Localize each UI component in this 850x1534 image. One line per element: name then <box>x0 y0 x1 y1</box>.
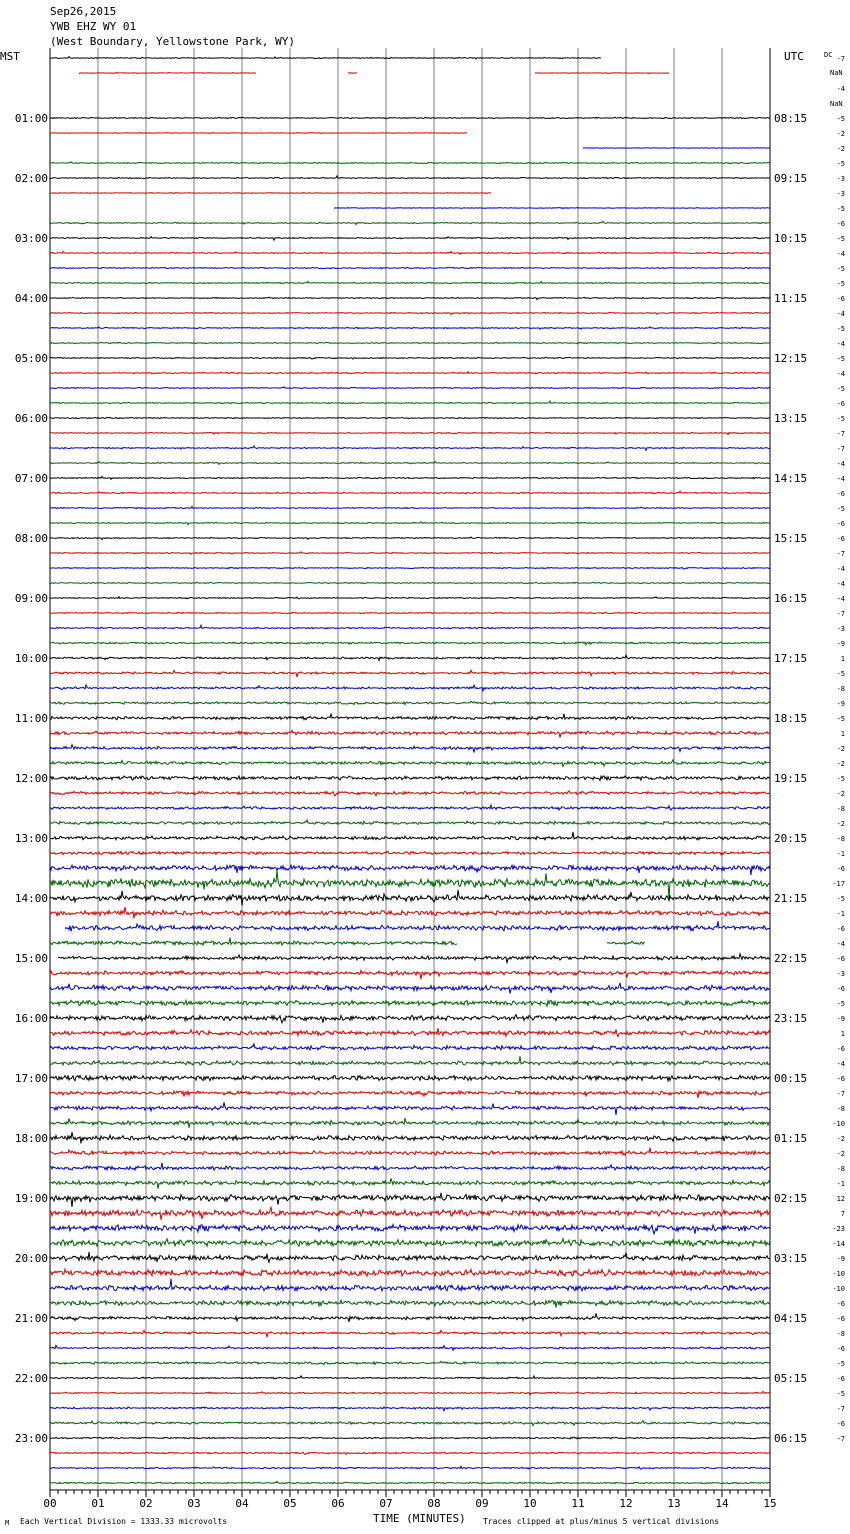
dc-offset-value: -5 <box>836 1360 845 1368</box>
dc-offset-value: -9 <box>836 1015 845 1023</box>
seismic-trace <box>50 417 770 418</box>
seismic-trace <box>50 1000 770 1006</box>
seismic-trace <box>50 1193 770 1207</box>
dc-offset-value: -10 <box>832 1270 845 1278</box>
seismic-trace <box>50 1300 770 1307</box>
right-timezone-label: UTC <box>784 50 804 63</box>
x-tick-label: 12 <box>619 1497 633 1510</box>
mst-hour-label: 05:00 <box>14 352 48 365</box>
station-location: (West Boundary, Yellowstone Park, WY) <box>50 35 296 48</box>
dc-offset-value: -1 <box>836 850 845 858</box>
seismic-trace <box>50 1028 770 1037</box>
seismic-trace <box>50 1102 770 1115</box>
seismic-trace <box>50 714 770 720</box>
seismic-trace <box>50 1015 770 1023</box>
seismic-trace <box>50 612 770 613</box>
utc-hour-label: 12:15 <box>774 352 808 365</box>
seismic-trace <box>50 297 770 300</box>
dc-offset-value: -2 <box>836 1135 845 1143</box>
dc-offset-value: -6 <box>836 400 845 408</box>
seismic-trace <box>50 57 770 59</box>
seismic-trace <box>50 552 770 554</box>
dc-offset-value: -4 <box>836 595 845 603</box>
seismic-trace <box>50 582 770 583</box>
dc-offset-value: -23 <box>832 1225 845 1233</box>
seismic-trace <box>50 1118 770 1128</box>
dc-offset-value: -6 <box>836 985 845 993</box>
seismic-trace <box>50 730 770 737</box>
dc-offset-value: -7 <box>836 1405 845 1413</box>
dc-offset-value: -6 <box>836 925 845 933</box>
seismic-trace <box>50 1091 770 1098</box>
utc-hour-label: 09:15 <box>774 172 808 185</box>
seismic-trace <box>50 1330 770 1337</box>
dc-offset-value: 7 <box>840 1210 845 1218</box>
x-tick-label: 08 <box>427 1497 441 1510</box>
dc-offset-value: -5 <box>836 895 845 903</box>
mst-hour-label: 08:00 <box>14 532 48 545</box>
utc-hour-label: 22:15 <box>774 952 808 965</box>
seismic-trace <box>50 1345 770 1350</box>
mst-hour-label: 01:00 <box>14 112 48 125</box>
seismic-trace <box>50 1207 770 1220</box>
utc-hour-label: 04:15 <box>774 1312 808 1325</box>
x-tick-label: 03 <box>187 1497 201 1510</box>
mst-hour-label: 13:00 <box>14 832 48 845</box>
seismic-trace <box>50 938 770 945</box>
dc-column-header: DC <box>824 51 833 59</box>
mst-hour-label: 14:00 <box>14 892 48 905</box>
dc-offset-value: -1 <box>836 910 845 918</box>
dc-offset-value: -4 <box>836 370 845 378</box>
seismic-trace <box>50 506 770 508</box>
seismic-trace <box>50 491 770 494</box>
seismic-trace <box>50 1252 770 1262</box>
mst-hour-label: 11:00 <box>14 712 48 725</box>
seismic-trace <box>50 1239 770 1247</box>
seismic-trace <box>50 820 770 825</box>
utc-hour-label: 03:15 <box>774 1252 808 1265</box>
x-axis-title: TIME (MINUTES) <box>373 1512 466 1525</box>
nan-offset-label: NaN <box>830 69 843 77</box>
scale-note: Each Vertical Division = 1333.33 microvolts <box>20 1517 228 1526</box>
dc-offset-value: -8 <box>836 1165 845 1173</box>
seismic-trace <box>50 970 770 979</box>
utc-hour-label: 06:15 <box>774 1432 808 1445</box>
mst-hour-label: 22:00 <box>14 1372 48 1385</box>
seismic-trace <box>50 642 770 645</box>
dc-offset-value: -3 <box>836 970 845 978</box>
dc-offset-value: -6 <box>836 1375 845 1383</box>
dc-offset-value: -6 <box>836 295 845 303</box>
seismic-trace <box>50 1056 770 1065</box>
seismic-trace <box>50 162 770 164</box>
mst-hour-label: 03:00 <box>14 232 48 245</box>
seismic-trace <box>50 432 770 434</box>
dc-offset-value: -5 <box>836 1000 845 1008</box>
seismic-trace <box>50 1178 770 1188</box>
x-tick-label: 05 <box>283 1497 297 1510</box>
seismic-trace <box>50 701 770 704</box>
seismic-trace <box>50 1481 770 1483</box>
dc-offset-value: -4 <box>836 85 845 93</box>
seismic-trace <box>50 1279 770 1291</box>
seismic-trace <box>50 1437 770 1439</box>
utc-hour-label: 01:15 <box>774 1132 808 1145</box>
dc-offset-value: -6 <box>836 1315 845 1323</box>
mst-hour-label: 10:00 <box>14 652 48 665</box>
seismic-trace <box>50 760 770 767</box>
seismic-trace <box>50 1421 770 1426</box>
x-tick-label: 15 <box>763 1497 777 1510</box>
x-tick-label: 01 <box>91 1497 105 1510</box>
utc-hour-label: 18:15 <box>774 712 808 725</box>
dc-offset-value: -5 <box>836 775 845 783</box>
dc-offset-value: -4 <box>836 475 845 483</box>
nan-offset-label: NaN <box>830 100 843 108</box>
x-tick-label: 10 <box>523 1497 537 1510</box>
seismic-trace <box>50 312 770 314</box>
seismic-trace <box>50 670 770 677</box>
dc-offset-value: -17 <box>832 880 845 888</box>
dc-offset-value: -4 <box>836 250 845 258</box>
x-tick-label: 14 <box>715 1497 729 1510</box>
dc-offset-value: -2 <box>836 745 845 753</box>
mst-hour-label: 21:00 <box>14 1312 48 1325</box>
dc-offset-value: -5 <box>836 415 845 423</box>
dc-offset-value: -5 <box>836 670 845 678</box>
seismic-trace <box>50 983 770 994</box>
plot-date: Sep26,2015 <box>50 5 117 18</box>
seismic-trace <box>583 148 770 149</box>
x-tick-label: 11 <box>571 1497 585 1510</box>
dc-offset-value: -2 <box>836 1150 845 1158</box>
dc-offset-value: -2 <box>836 130 845 138</box>
seismic-trace <box>50 267 770 269</box>
dc-offset-value: 12 <box>836 1195 845 1203</box>
dc-offset-value: -6 <box>836 1300 845 1308</box>
seismic-trace <box>50 221 770 224</box>
seismic-trace <box>50 851 770 854</box>
dc-offset-value: -8 <box>836 1330 845 1338</box>
x-tick-label: 00 <box>43 1497 57 1510</box>
mst-hour-label: 19:00 <box>14 1192 48 1205</box>
dc-offset-value: -5 <box>836 1390 845 1398</box>
seismic-trace <box>50 745 770 753</box>
seismic-trace <box>50 907 770 918</box>
x-tick-label: 09 <box>475 1497 489 1510</box>
dc-offset-value: -7 <box>836 1435 845 1443</box>
utc-hour-label: 13:15 <box>774 412 808 425</box>
dc-offset-value: -2 <box>836 145 845 153</box>
dc-offset-value: -3 <box>836 625 845 633</box>
dc-offset-value: -7 <box>836 610 845 618</box>
dc-offset-value: -2 <box>836 760 845 768</box>
seismic-trace <box>50 1452 770 1455</box>
dc-offset-value: -4 <box>836 940 845 948</box>
x-tick-label: 04 <box>235 1497 249 1510</box>
mst-hour-label: 23:00 <box>14 1432 48 1445</box>
seismic-trace <box>50 237 770 240</box>
seismic-trace <box>50 1132 770 1143</box>
seismic-trace <box>50 1376 770 1379</box>
dc-offset-value: 1 <box>840 730 845 738</box>
dc-offset-value: -6 <box>836 1075 845 1083</box>
seismic-trace <box>50 193 770 194</box>
seismic-trace <box>50 776 770 780</box>
utc-hour-label: 23:15 <box>774 1012 808 1025</box>
mst-hour-label: 12:00 <box>14 772 48 785</box>
seismic-trace <box>50 597 770 599</box>
dc-offset-value: -10 <box>832 1285 845 1293</box>
dc-offset-value: -6 <box>836 490 845 498</box>
dc-offset-value: -8 <box>836 835 845 843</box>
utc-hour-label: 05:15 <box>774 1372 808 1385</box>
dc-offset-value: -5 <box>836 325 845 333</box>
utc-hour-label: 15:15 <box>774 532 808 545</box>
seismic-trace <box>50 401 770 404</box>
dc-offset-value: -7 <box>836 55 845 63</box>
seismic-trace <box>65 921 770 931</box>
dc-offset-value: -8 <box>836 805 845 813</box>
corner-mark: M <box>5 1519 10 1527</box>
mst-hour-label: 18:00 <box>14 1132 48 1145</box>
seismic-trace <box>50 685 770 691</box>
seismic-trace <box>50 1163 770 1170</box>
seismic-trace <box>50 805 770 810</box>
x-tick-label: 06 <box>331 1497 345 1510</box>
x-tick-label: 02 <box>139 1497 153 1510</box>
dc-offset-value: -6 <box>836 220 845 228</box>
dc-offset-value: -5 <box>836 115 845 123</box>
seismic-trace <box>50 342 770 343</box>
seismic-trace <box>50 327 770 329</box>
seismic-trace <box>50 832 770 840</box>
dc-offset-value: -2 <box>836 820 845 828</box>
dc-offset-value: -6 <box>836 520 845 528</box>
dc-offset-value: -14 <box>832 1240 845 1248</box>
seismic-trace <box>50 1148 770 1155</box>
dc-offset-value: -5 <box>836 205 845 213</box>
utc-hour-label: 19:15 <box>774 772 808 785</box>
dc-offset-value: -6 <box>836 955 845 963</box>
utc-hour-label: 20:15 <box>774 832 808 845</box>
utc-hour-label: 14:15 <box>774 472 808 485</box>
dc-offset-value: -9 <box>836 1255 845 1263</box>
utc-hour-label: 17:15 <box>774 652 808 665</box>
seismic-trace <box>50 1466 770 1469</box>
dc-offset-value: -4 <box>836 580 845 588</box>
seismic-trace <box>50 281 770 283</box>
seismic-trace <box>50 567 770 569</box>
x-tick-label: 07 <box>379 1497 393 1510</box>
mst-hour-label: 09:00 <box>14 592 48 605</box>
mst-hour-label: 16:00 <box>14 1012 48 1025</box>
dc-offset-value: -7 <box>836 445 845 453</box>
dc-offset-value: -10 <box>832 1120 845 1128</box>
mst-hour-label: 06:00 <box>14 412 48 425</box>
dc-offset-value: 1 <box>840 655 845 663</box>
seismic-trace <box>50 1075 770 1081</box>
dc-offset-value: -4 <box>836 460 845 468</box>
seismic-trace <box>50 251 770 254</box>
mst-hour-label: 15:00 <box>14 952 48 965</box>
dc-offset-value: 1 <box>840 1030 845 1038</box>
left-timezone-label: MST <box>0 50 20 63</box>
dc-offset-value: -7 <box>836 1090 845 1098</box>
seismic-trace <box>50 372 770 374</box>
seismic-trace <box>50 117 770 118</box>
dc-offset-value: -6 <box>836 1420 845 1428</box>
dc-offset-value: -5 <box>836 715 845 723</box>
dc-offset-value: -1 <box>836 1180 845 1188</box>
seismic-trace <box>50 176 770 179</box>
clip-note: Traces clipped at plus/minus 5 vertical divisions <box>483 1517 720 1526</box>
seismic-trace <box>50 865 770 875</box>
dc-offset-value: -5 <box>836 265 845 273</box>
seismic-trace <box>50 461 770 464</box>
dc-offset-value: -6 <box>836 535 845 543</box>
seismic-trace <box>50 791 770 796</box>
seismic-trace <box>50 1391 770 1395</box>
seismic-trace <box>50 522 770 525</box>
mst-hour-label: 02:00 <box>14 172 48 185</box>
seismic-trace <box>50 1313 770 1322</box>
station-code: YWB EHZ WY 01 <box>50 20 137 33</box>
dc-offset-value: -4 <box>836 565 845 573</box>
seismic-trace <box>50 625 770 629</box>
mst-hour-label: 17:00 <box>14 1072 48 1085</box>
seismic-trace <box>50 537 770 540</box>
dc-offset-value: -3 <box>836 190 845 198</box>
seismic-trace <box>50 357 770 359</box>
seismic-trace <box>50 1407 770 1411</box>
mst-hour-label: 04:00 <box>14 292 48 305</box>
seismic-trace <box>58 954 770 963</box>
dc-offset-value: -7 <box>836 550 845 558</box>
dc-offset-value: -6 <box>836 1345 845 1353</box>
seismic-trace <box>50 477 770 480</box>
dc-offset-value: -4 <box>836 1060 845 1068</box>
utc-hour-label: 08:15 <box>774 112 808 125</box>
dc-offset-value: -5 <box>836 355 845 363</box>
dc-offset-value: -5 <box>836 280 845 288</box>
utc-hour-label: 21:15 <box>774 892 808 905</box>
seismic-trace <box>50 655 770 660</box>
seismic-trace <box>50 1225 770 1234</box>
mst-hour-label: 20:00 <box>14 1252 48 1265</box>
x-tick-label: 13 <box>667 1497 681 1510</box>
dc-offset-value: -5 <box>836 235 845 243</box>
dc-offset-value: -9 <box>836 640 845 648</box>
dc-offset-value: -9 <box>836 700 845 708</box>
seismic-trace <box>334 208 770 209</box>
seismic-trace <box>50 890 770 906</box>
utc-hour-label: 16:15 <box>774 592 808 605</box>
seismic-trace <box>79 72 770 74</box>
seismic-trace <box>50 446 770 450</box>
utc-hour-label: 10:15 <box>774 232 808 245</box>
utc-hour-label: 02:15 <box>774 1192 808 1205</box>
dc-offset-value: -4 <box>836 340 845 348</box>
utc-hour-label: 11:15 <box>774 292 808 305</box>
dc-offset-value: -6 <box>836 1045 845 1053</box>
seismic-trace <box>50 132 770 133</box>
dc-offset-value: -8 <box>836 685 845 693</box>
dc-offset-value: -4 <box>836 310 845 318</box>
utc-hour-label: 00:15 <box>774 1072 808 1085</box>
dc-offset-value: -5 <box>836 505 845 513</box>
dc-offset-value: -5 <box>836 385 845 393</box>
dc-offset-value: -2 <box>836 790 845 798</box>
seismic-trace <box>50 387 770 389</box>
dc-offset-value: -7 <box>836 430 845 438</box>
seismic-trace <box>50 1361 770 1364</box>
dc-offset-value: -5 <box>836 160 845 168</box>
dc-offset-value: -6 <box>836 865 845 873</box>
seismic-trace <box>50 1269 770 1276</box>
dc-offset-value: -3 <box>836 175 845 183</box>
seismic-trace <box>50 870 770 898</box>
dc-offset-value: -8 <box>836 1105 845 1113</box>
seismic-trace <box>50 1044 770 1050</box>
mst-hour-label: 07:00 <box>14 472 48 485</box>
